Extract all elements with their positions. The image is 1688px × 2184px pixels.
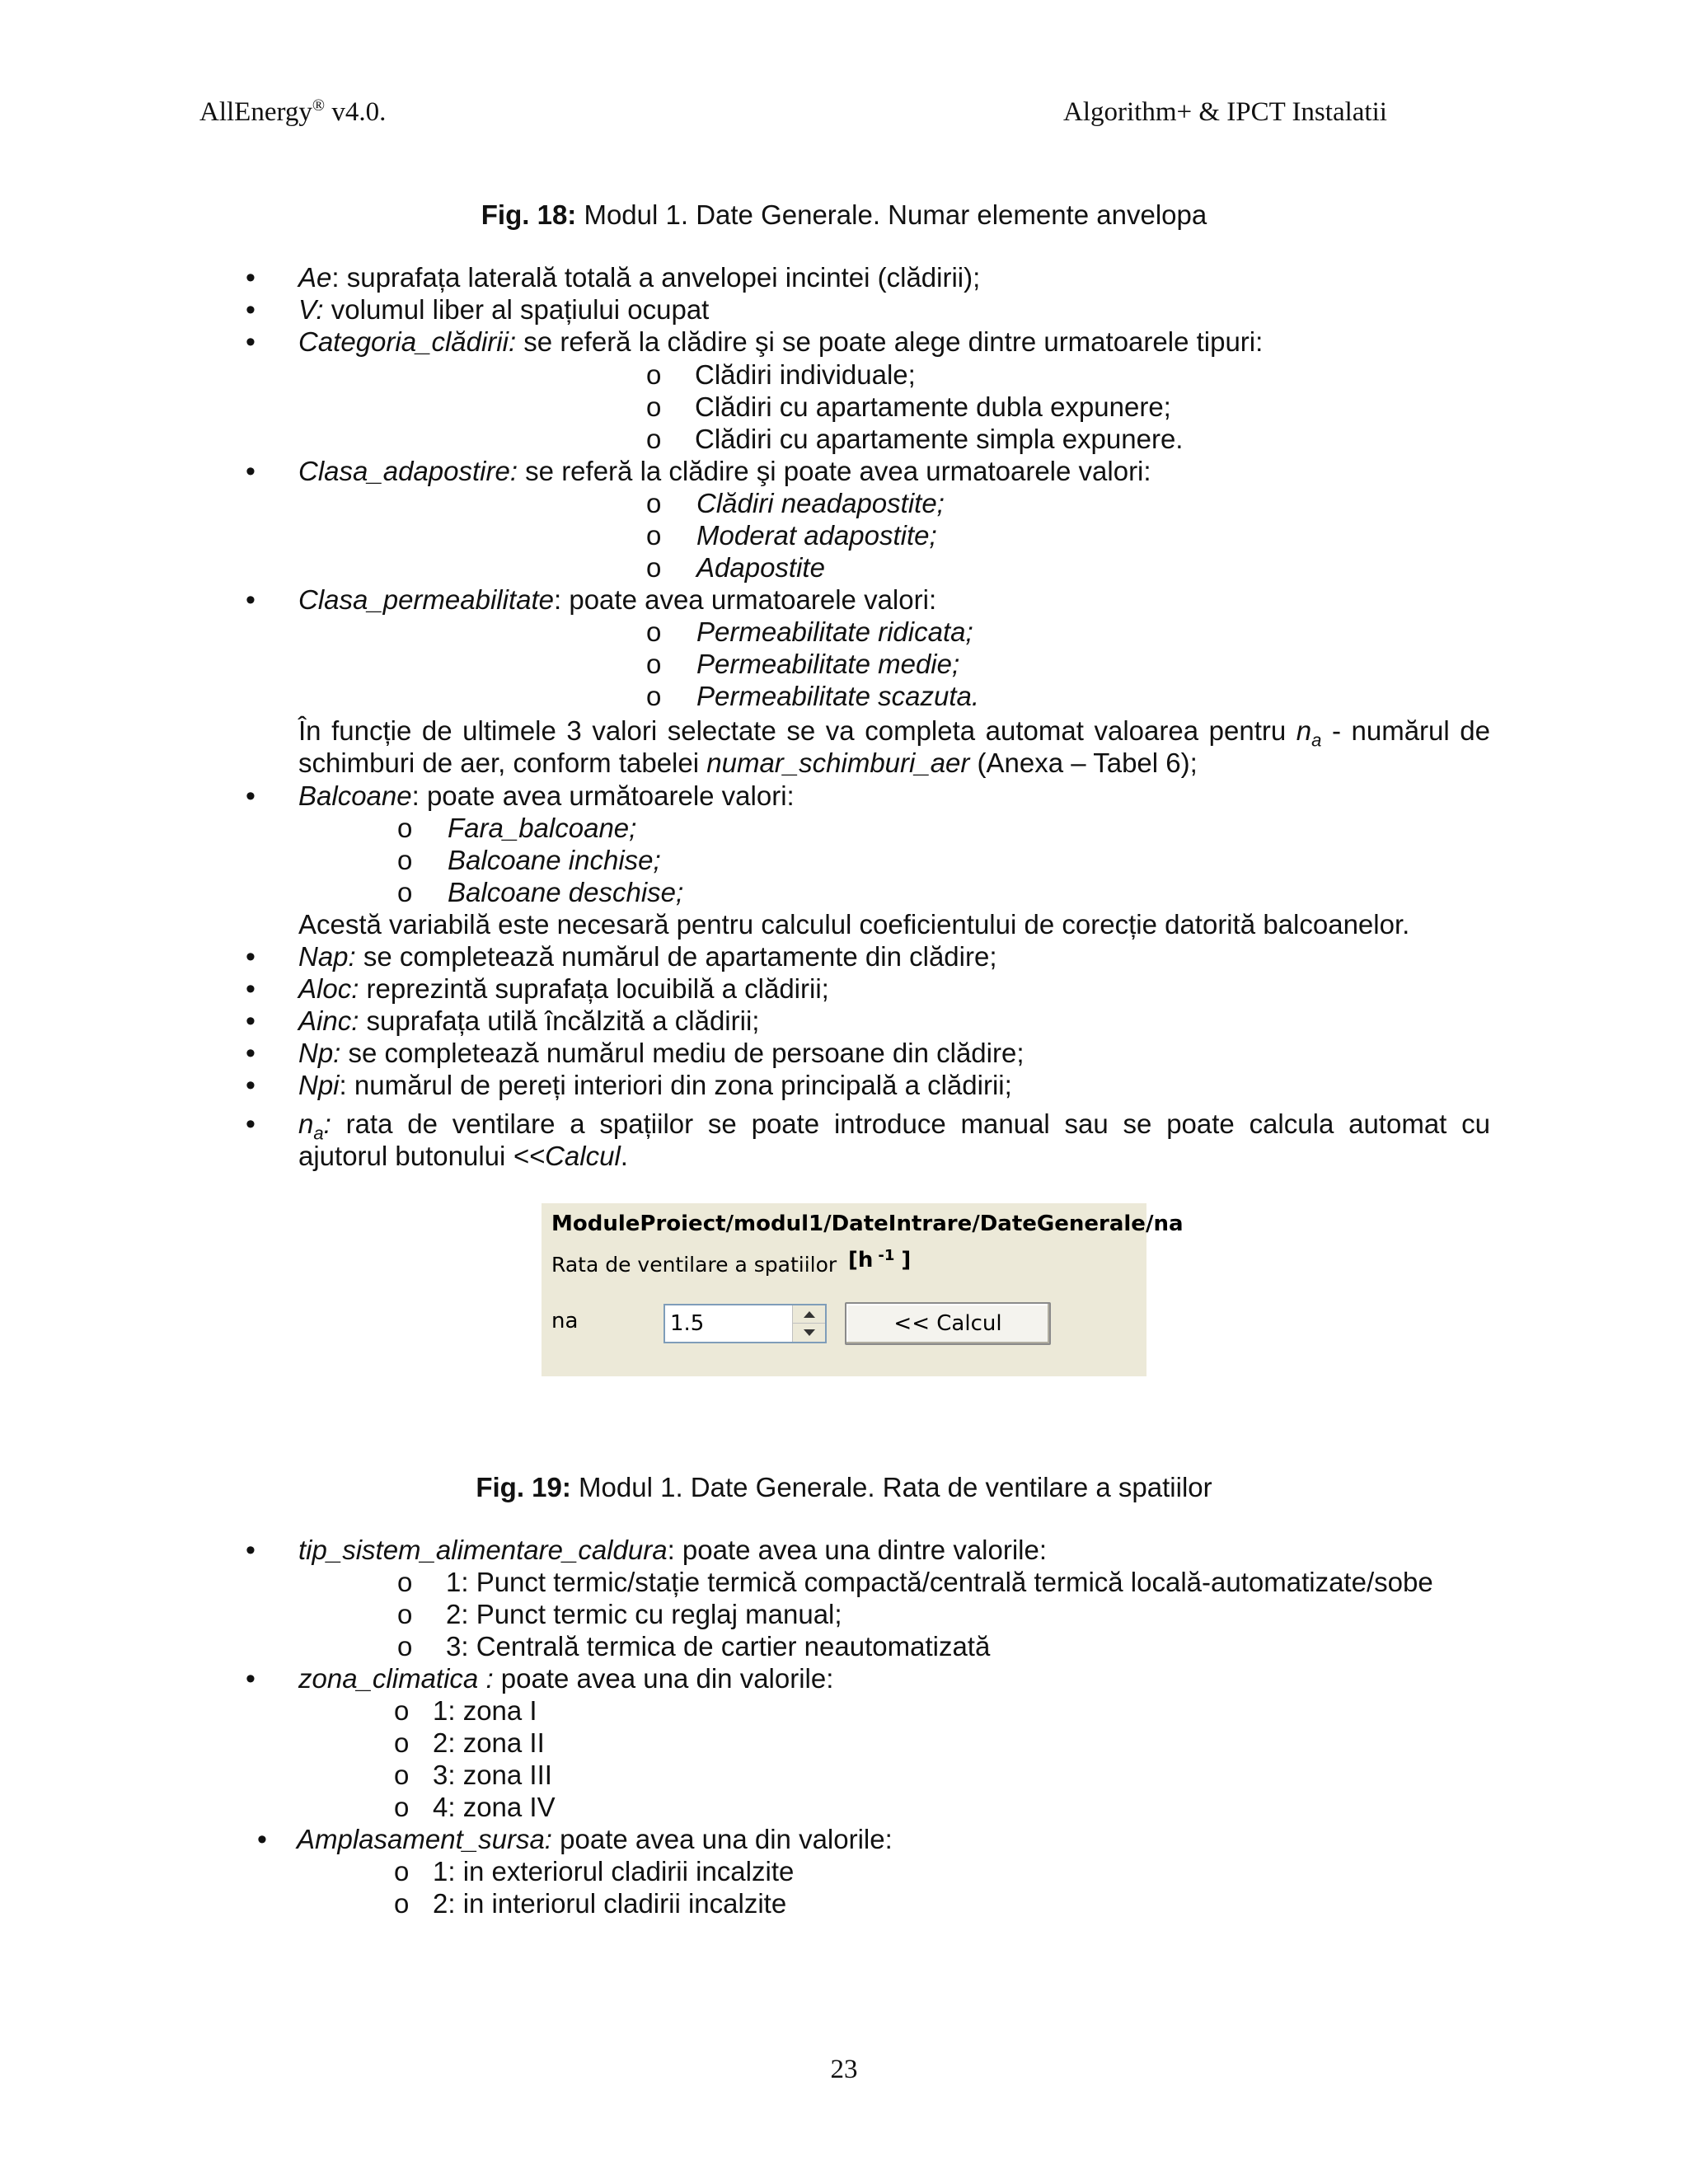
sub-bullet-icon: o — [394, 1727, 410, 1758]
sub-bullet-icon: o — [646, 359, 662, 390]
sub-list-item: 1: zona I — [433, 1695, 537, 1726]
sub-bullet-icon: o — [397, 1599, 413, 1629]
list-item-ainc: Ainc: suprafața utilă încălzită a clădirii; — [298, 1005, 760, 1036]
bullet-icon: • — [246, 780, 256, 812]
sub-bullet-icon: o — [394, 1792, 410, 1822]
list-item-npi: Npi: numărul de pereți interiori din zona principală a clădirii; — [298, 1070, 1012, 1100]
sub-list-item: 2: zona II — [433, 1727, 545, 1758]
unit-label: [h $^{-1}$ ] — [848, 1247, 912, 1272]
bullet-icon: • — [246, 1070, 256, 1101]
sub-bullet-icon: o — [646, 488, 662, 518]
paragraph-permeabilitate-note-line2: schimburi de aer, conform tabelei numar_schimburi_aer (Anexa – Tabel 6); — [298, 748, 1198, 778]
list-item-clasa-permeabilitate: Clasa_permeabilitate: poate avea urmatoarele valori: — [298, 584, 937, 615]
sub-list-item: Clădiri cu apartamente simpla expunere. — [695, 424, 1184, 454]
sub-bullet-icon: o — [646, 520, 662, 551]
ventilation-rate-dialog — [542, 1203, 1184, 1376]
list-item-np: Np: se completează numărul mediu de persoane din clădire; — [298, 1038, 1025, 1068]
sub-list-item: 1: in exteriorul cladirii incalzite — [433, 1856, 795, 1886]
calcul-button[interactable]: << Calcul — [845, 1302, 1051, 1345]
list-item-clasa-adapostire: Clasa_adapostire: se referă la clădire şi poate avea urmatoarele valori: — [298, 456, 1151, 486]
sub-bullet-icon: o — [646, 424, 662, 454]
sub-bullet-icon: o — [394, 1856, 410, 1886]
sub-bullet-icon: o — [646, 616, 662, 647]
list-item-balcoane: Balcoane: poate avea următoarele valori: — [298, 780, 795, 811]
dialog-title: ModuleProiect/modul1/DateIntrare/DateGenerale/na — [551, 1212, 1184, 1236]
sub-bullet-icon: o — [397, 813, 413, 843]
sub-list-item: Balcoane deschise; — [448, 877, 684, 907]
sub-bullet-icon: o — [646, 552, 662, 583]
list-item-amplasament: Amplasament_sursa: poate avea una din valorile: — [297, 1824, 893, 1854]
bullet-icon: • — [246, 973, 256, 1005]
bullet-icon: • — [246, 1535, 256, 1566]
sub-list-item: Clădiri cu apartamente dubla expunere; — [695, 391, 1171, 422]
spin-up-button[interactable] — [792, 1305, 825, 1324]
sub-list-item: Balcoane inchise; — [448, 845, 661, 875]
na-field-label: na — [551, 1309, 579, 1333]
spin-down-button[interactable] — [792, 1324, 825, 1342]
header-right: Algorithm+ & IPCT Instalatii — [1063, 97, 1387, 127]
paragraph-permeabilitate-note: În funcție de ultimele 3 valori selectate se va completa automat valoarea pentru $n_a$ - numărul de — [298, 715, 1490, 751]
sub-bullet-icon: o — [397, 845, 413, 875]
arrow-down-icon — [804, 1329, 815, 1336]
sub-list-item: 4: zona IV — [433, 1792, 556, 1822]
list-item-na: $n_a$: rata de ventilare a spațiilor se poate introduce manual sau se poate calcula automat cu — [298, 1108, 1490, 1144]
na-input[interactable] — [667, 1307, 797, 1340]
bullet-icon: • — [257, 1824, 267, 1855]
bullet-icon: • — [246, 941, 256, 972]
list-item-v: V: volumul liber al spațiului ocupat — [298, 294, 710, 325]
sub-list-item: Clădiri individuale; — [695, 359, 916, 390]
sub-bullet-icon: o — [646, 681, 662, 711]
list-item-ae: Ae: suprafața laterală totală a anvelopei incintei (clădirii); — [298, 262, 981, 293]
sub-bullet-icon: o — [646, 649, 662, 679]
list-item-zona-climatica: zona_climatica : poate avea una din valorile: — [298, 1663, 834, 1694]
list-item-categoria: Categoria_clădirii: se referă la clădire şi se poate alege dintre urmatoarele tipuri: — [298, 326, 1264, 357]
sub-bullet-icon: o — [646, 391, 662, 422]
page-number: 23 — [830, 2055, 858, 2084]
paragraph-balcoane-note: Acestă variabilă este necesară pentru calculul coeficientului de corecție datorită balcoanelor. — [298, 909, 1410, 940]
sub-bullet-icon: o — [397, 1567, 413, 1597]
list-item-tip-sistem: tip_sistem_alimentare_caldura: poate avea una dintre valorile: — [298, 1535, 1048, 1565]
bullet-icon: • — [246, 1663, 256, 1694]
sub-list-item: Clădiri neadapostite; — [696, 488, 945, 518]
sub-list-item: 2: Punct termic cu reglaj manual; — [446, 1599, 842, 1629]
na-spinner[interactable] — [663, 1304, 827, 1343]
arrow-up-icon — [804, 1311, 815, 1318]
bullet-icon: • — [246, 1005, 256, 1037]
sub-list-item: 3: Centrală termica de cartier neautomatizată — [446, 1631, 991, 1661]
sub-list-item: 2: in interiorul cladirii incalzite — [433, 1888, 787, 1919]
header-left: AllEnergy® v4.0. — [199, 96, 387, 127]
bullet-icon: • — [246, 294, 256, 326]
bullet-icon: • — [246, 1038, 256, 1069]
sub-list-item: Permeabilitate medie; — [696, 649, 960, 679]
bullet-icon: • — [246, 262, 256, 293]
sub-list-item: 1: Punct termic/stație termică compactă/centrală termică locală-automatizate/sobe — [446, 1567, 1433, 1597]
sub-bullet-icon: o — [394, 1888, 410, 1919]
list-item-aloc: Aloc: reprezintă suprafața locuibilă a clădirii; — [298, 973, 829, 1004]
list-item-nap: Nap: se completează numărul de apartamente din clădire; — [298, 941, 997, 972]
bullet-icon: • — [246, 1108, 256, 1140]
list-item-na-line2: ajutorul butonului <<Calcul. — [298, 1141, 628, 1171]
figure-19-caption: Fig. 19: Modul 1. Date Generale. Rata de ventilare a spatiilor — [476, 1472, 1212, 1502]
sub-bullet-icon: o — [394, 1760, 410, 1790]
bullet-icon: • — [246, 326, 256, 358]
sub-list-item: Permeabilitate ridicata; — [696, 616, 973, 647]
sub-list-item: 3: zona III — [433, 1760, 552, 1790]
bullet-icon: • — [246, 456, 256, 487]
sub-list-item: Permeabilitate scazuta. — [696, 681, 980, 711]
sub-list-item: Fara_balcoane; — [448, 813, 637, 843]
sub-list-item: Adapostite — [696, 552, 825, 583]
bullet-icon: • — [246, 584, 256, 616]
spinner-buttons[interactable] — [792, 1305, 825, 1342]
dialog-label: Rata de ventilare a spatiilor — [551, 1253, 837, 1277]
sub-list-item: Moderat adapostite; — [696, 520, 937, 551]
sub-bullet-icon: o — [397, 877, 413, 907]
sub-bullet-icon: o — [394, 1695, 410, 1726]
sub-bullet-icon: o — [397, 1631, 413, 1661]
figure-18-caption: Fig. 18: Modul 1. Date Generale. Numar elemente anvelopa — [481, 199, 1207, 230]
